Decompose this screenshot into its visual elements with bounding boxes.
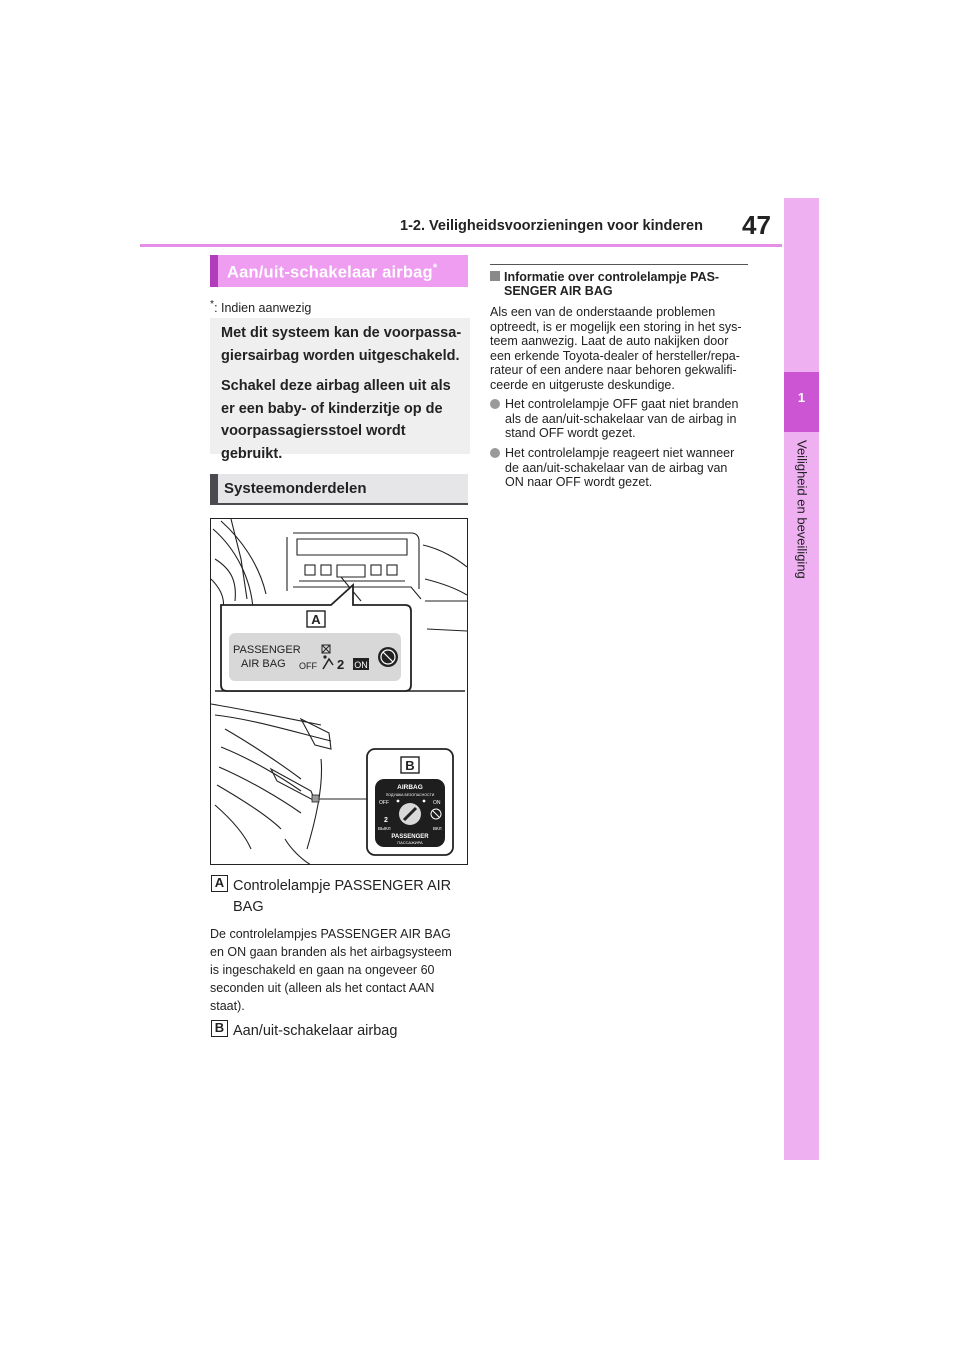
indicator-off-text: OFF [299,661,317,671]
legend-a-description-5: staat). [210,999,245,1013]
info-bullet-1 [490,397,752,441]
legend-a-description-3: is ingeschakeld en gaan na ongeveer 60 [210,963,435,977]
indicator-seat-number: 2 [337,657,345,672]
section-heading-components: Systeemonderdelen [210,474,468,505]
switch-airbag-text: AIRBAG [397,784,423,791]
info-bullet-1-line2: als de aan/uit-schakelaar van de airbag in [505,411,737,426]
section-heading-text: Aan/uit-schakelaar airbag [227,263,433,282]
info-bullet-1-line1: Het controlelampje OFF gaat niet branden [505,397,739,411]
info-paragraph-line4: een erkende Toyota-dealer of hersteller/repa- [490,348,740,363]
switch-location-marker [312,795,319,802]
legend-a-description-2: en ON gaan branden als het airbagsysteem [210,945,452,959]
airbag-on-icon [378,647,398,667]
intro-paragraph-2: Schakel deze airbag alleen uit als er een baby- of kinderzitje op de voorpassagiersstoel wordt gebruikt. [221,378,451,462]
info-bullet-2 [490,446,752,490]
info-bullet-1-line3: stand OFF wordt gezet. [505,426,636,440]
info-paragraph [490,305,752,392]
legend-label-a: A [211,875,228,892]
info-heading-square-icon [490,271,500,281]
indicator-on-text: ON [354,660,368,670]
intro-box [210,318,470,462]
info-paragraph-line3: teem aanwezig. Laat de auto nakijken door [490,334,729,348]
info-paragraph-line1: Als een van de onderstaande problemen [490,305,716,319]
info-heading-line1: Informatie over controlelampje PAS- [504,270,720,284]
legend-label-b: B [211,1020,228,1037]
legend-a-title-line2: BAG [233,899,264,915]
info-paragraph-line5: rateur of een andere naar behoren gekwalifi- [490,363,737,377]
switch-passenger-text: PASSENGER [391,834,429,840]
switch-passenger-ru-text: ПАССАЖИРА [397,840,423,845]
info-paragraph-line2: optreedt, is er mogelijk een storing in het sys- [490,319,742,334]
chapter-side-tab [784,198,819,1160]
info-paragraph-line6: ceerde en uitgeruste deskundige. [490,377,675,392]
heading-footnote-mark: * [432,262,438,274]
chapter-label: Veiligheid en beveiliging [794,440,810,579]
info-heading-line2: SENGER AIR BAG [504,284,613,298]
header-rule [140,244,782,247]
bullet-dot-icon [490,448,500,458]
legend-a-description-1: De controlelampjes PASSENGER AIR BAG [210,927,451,941]
components-illustration [210,518,468,865]
legend-a-description-4: seconden uit (alleen als het contact AAN [210,981,435,995]
info-section-rule [490,264,748,265]
indicator-panel [229,633,401,681]
indicator-airbag-text: AIR BAG [241,658,286,670]
info-heading [490,270,748,298]
switch-seat-number: 2 [384,817,388,824]
switch-off-text: OFF [379,800,389,806]
info-bullet-2-line3: ON naar OFF wordt gezet. [505,475,653,489]
legend-a-title-line1: Controlelampje PASSENGER AIR [233,878,452,894]
bullet-dot-icon [490,399,500,409]
page-number: 47 [742,210,771,240]
intro-paragraph-1: Met dit systeem kan de voorpassa-giersairbag worden uitgeschakeld. [221,325,462,364]
switch-airbag-ru-text: ПОДУШКА БЕЗОПАСНОСТИ [385,793,435,797]
chapter-number: 1 [797,390,806,405]
switch-key-dial-icon [399,803,421,825]
footnote-mark: * [210,299,215,310]
callout-label-b: B [405,758,415,773]
footnote-text: : Indien aanwezig [214,301,312,316]
info-bullet-2-line2: de aan/uit-schakelaar van de airbag van [505,460,728,475]
chapter-label-wrapper [782,440,822,640]
info-bullet-2-line1: Het controlelampje reageert niet wanneer [505,446,735,460]
running-header-title: 1-2. Veiligheidsvoorzieningen voor kinderen [400,218,703,234]
footnote [210,299,311,315]
legend-b-title: Aan/uit-schakelaar airbag [233,1023,398,1039]
switch-on-text: ON [433,800,441,806]
switch-on-ru-text: ВКЛ [433,826,442,831]
switch-off-ru-text: ВЫКЛ [378,826,391,831]
switch-off-dot [397,800,400,803]
section-heading-airbag-switch [210,255,468,287]
callout-label-a: A [311,612,321,627]
indicator-passenger-text: PASSENGER [233,644,301,656]
switch-on-dot [423,800,426,803]
